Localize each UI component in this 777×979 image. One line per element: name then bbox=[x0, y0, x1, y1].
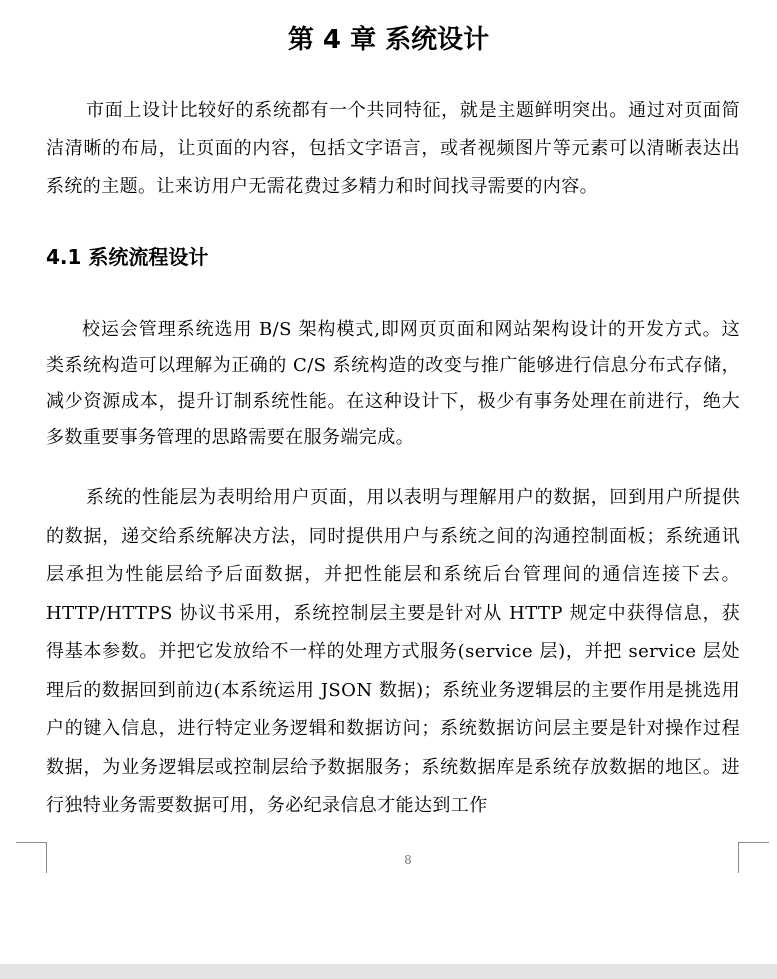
page-gap-background bbox=[0, 964, 777, 979]
section-title: 4.1 系统流程设计 bbox=[46, 245, 209, 269]
page-number: 8 bbox=[404, 853, 412, 867]
body-paragraph: 校运会管理系统选用 B/S 架构模式,即网页页面和网站架构设计的开发方式。这类系统构造可以理解为正确的 C/S 系统构造的改变与推广能够进行信息分布式存储，减少资源成本，提升订制系统性能。在这种设计下，极少有事务处理在前进行，绝大多数重要事务管理的思路需要在服务端完成。 bbox=[46, 319, 741, 448]
chapter-title: 第 4 章 系统设计 bbox=[287, 25, 490, 55]
intro-paragraph: 市面上设计比较好的系统都有一个共同特征，就是主题鲜明突出。通过对页面简洁清晰的布局，让页面的内容，包括文字语言，或者视频图片等元素可以清晰表达出系统的主题。让来访用户无需花费过多精力和时间找寻需要的内容。 bbox=[46, 100, 740, 197]
body-paragraph: 系统的性能层为表明给用户页面，用以表明与理解用户的数据，回到用户所提供的数据，递交给系统解决方法，同时提供用户与系统之间的沟通控制面板；系统通讯层承担为性能层给予后面数据，并把性能层和系统后台管理间的通信连接下去。HTTP/HTTPS 协议书采用，系统控制层主要是针对从 HTTP 规定中获得信息，获得基本参数。并把它发放给不一样的处理方式服务(service 层)，并把 service 层处理后的数据回到前边(本系统运用 JSON 数据)；系统业务逻辑层的主要作用是挑选用户的键入信息，进行特定业务逻辑和数据访问；系统数据访问层主要是针对操作过程数据，为业务逻辑层或控制层给予数据服务；系统数据库是系统存放数据的地区。进行独特业务需要数据可用，务必纪录信息才能达到工作 bbox=[46, 487, 740, 816]
